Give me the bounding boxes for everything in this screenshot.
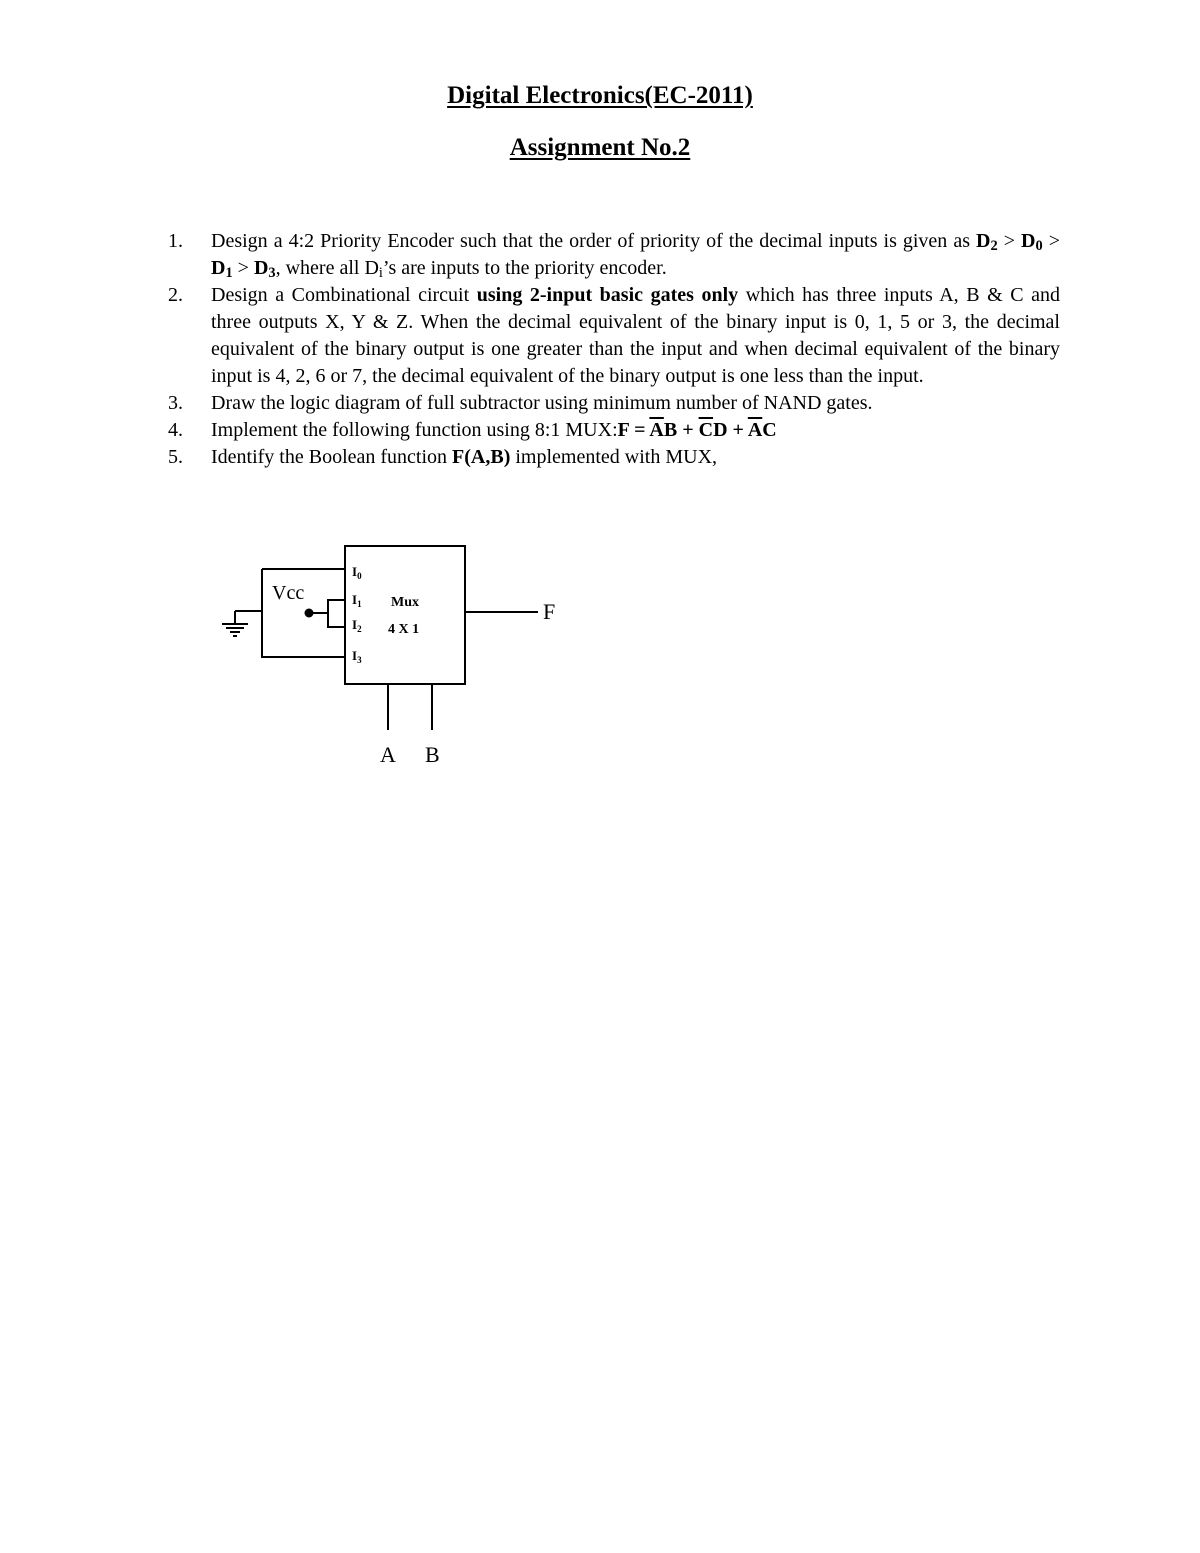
- mux-size-label: 4 X 1: [388, 622, 420, 637]
- junction-dot: [305, 609, 314, 618]
- ground-icon: [222, 611, 262, 636]
- boolean-expression: $F = \overline{A}B + \overline{C}D + \overline{A}C$: [617, 419, 777, 441]
- priority-separator: >: [232, 257, 254, 279]
- question-text: Identify the Boolean function: [211, 446, 453, 468]
- question-number: 2.: [168, 284, 183, 306]
- select-label-b: B: [425, 742, 440, 767]
- question-3: [168, 390, 1060, 417]
- question-5: [168, 444, 1060, 471]
- input-tie-wire: [328, 600, 345, 627]
- question-text: implemented with MUX,: [510, 446, 718, 468]
- priority-separator: >: [997, 230, 1022, 252]
- question-text: ’s are inputs to the priority encoder.: [382, 257, 667, 279]
- priority-d1: $D_1$: [211, 257, 233, 281]
- di-symbol: $D_i$: [364, 257, 383, 281]
- mux-input-i3: $I_3$: [352, 648, 362, 665]
- priority-d0: $D_0$: [1021, 230, 1043, 254]
- question-number: 1.: [168, 230, 183, 252]
- question-number: 5.: [168, 446, 183, 468]
- question-1: [168, 228, 1060, 282]
- question-list: [168, 228, 1060, 471]
- mux-input-i2: $I_2$: [352, 617, 362, 634]
- question-text: Draw the logic diagram of full subtractor using minimum number of NAND gates.: [211, 392, 873, 414]
- vcc-label: Vcc: [272, 582, 305, 604]
- question-2: [168, 282, 1060, 390]
- course-title: Digital Electronics(EC-2011): [447, 82, 753, 109]
- mux-input-i1: $I_1$: [352, 592, 362, 609]
- priority-d2: $D_2$: [976, 230, 998, 254]
- priority-separator: >: [1042, 230, 1060, 252]
- question-emphasis: using 2-input basic gates only: [476, 284, 739, 306]
- select-label-a: A: [380, 742, 396, 767]
- mux-box: [345, 546, 465, 684]
- question-text: Implement the following function using 8:1 MUX:: [211, 419, 618, 441]
- question-text: Design a 4:2 Priority Encoder such that the order of priority of the decimal inputs is given as: [211, 230, 977, 252]
- priority-d3: $D_3$: [253, 257, 276, 281]
- question-number: 4.: [168, 419, 183, 441]
- assignment-title: Assignment No.2: [509, 134, 691, 161]
- question-4: [168, 417, 1060, 444]
- question-text: Design a Combinational circuit: [211, 284, 477, 306]
- question-text: , where all: [275, 257, 365, 279]
- question-number: 3.: [168, 392, 183, 414]
- output-label: F: [543, 599, 556, 624]
- mux-circuit-diagram: [215, 538, 595, 773]
- mux-input-i0: $I_0$: [352, 564, 362, 581]
- question-emphasis: F(A,B): [452, 446, 511, 468]
- mux-label: Mux: [391, 595, 419, 610]
- question-text: which has three inputs A, B & C and three outputs X, Y & Z. When the decimal equivalent of the binary input is 0, 1, 5 or 3, the decimal equivalent of the binary output is one greater than the input and when decimal equivalent of the binary input is 4, 2, 6 or 7, the decimal equivalent of the binary output is one less than the input.: [211, 284, 1061, 387]
